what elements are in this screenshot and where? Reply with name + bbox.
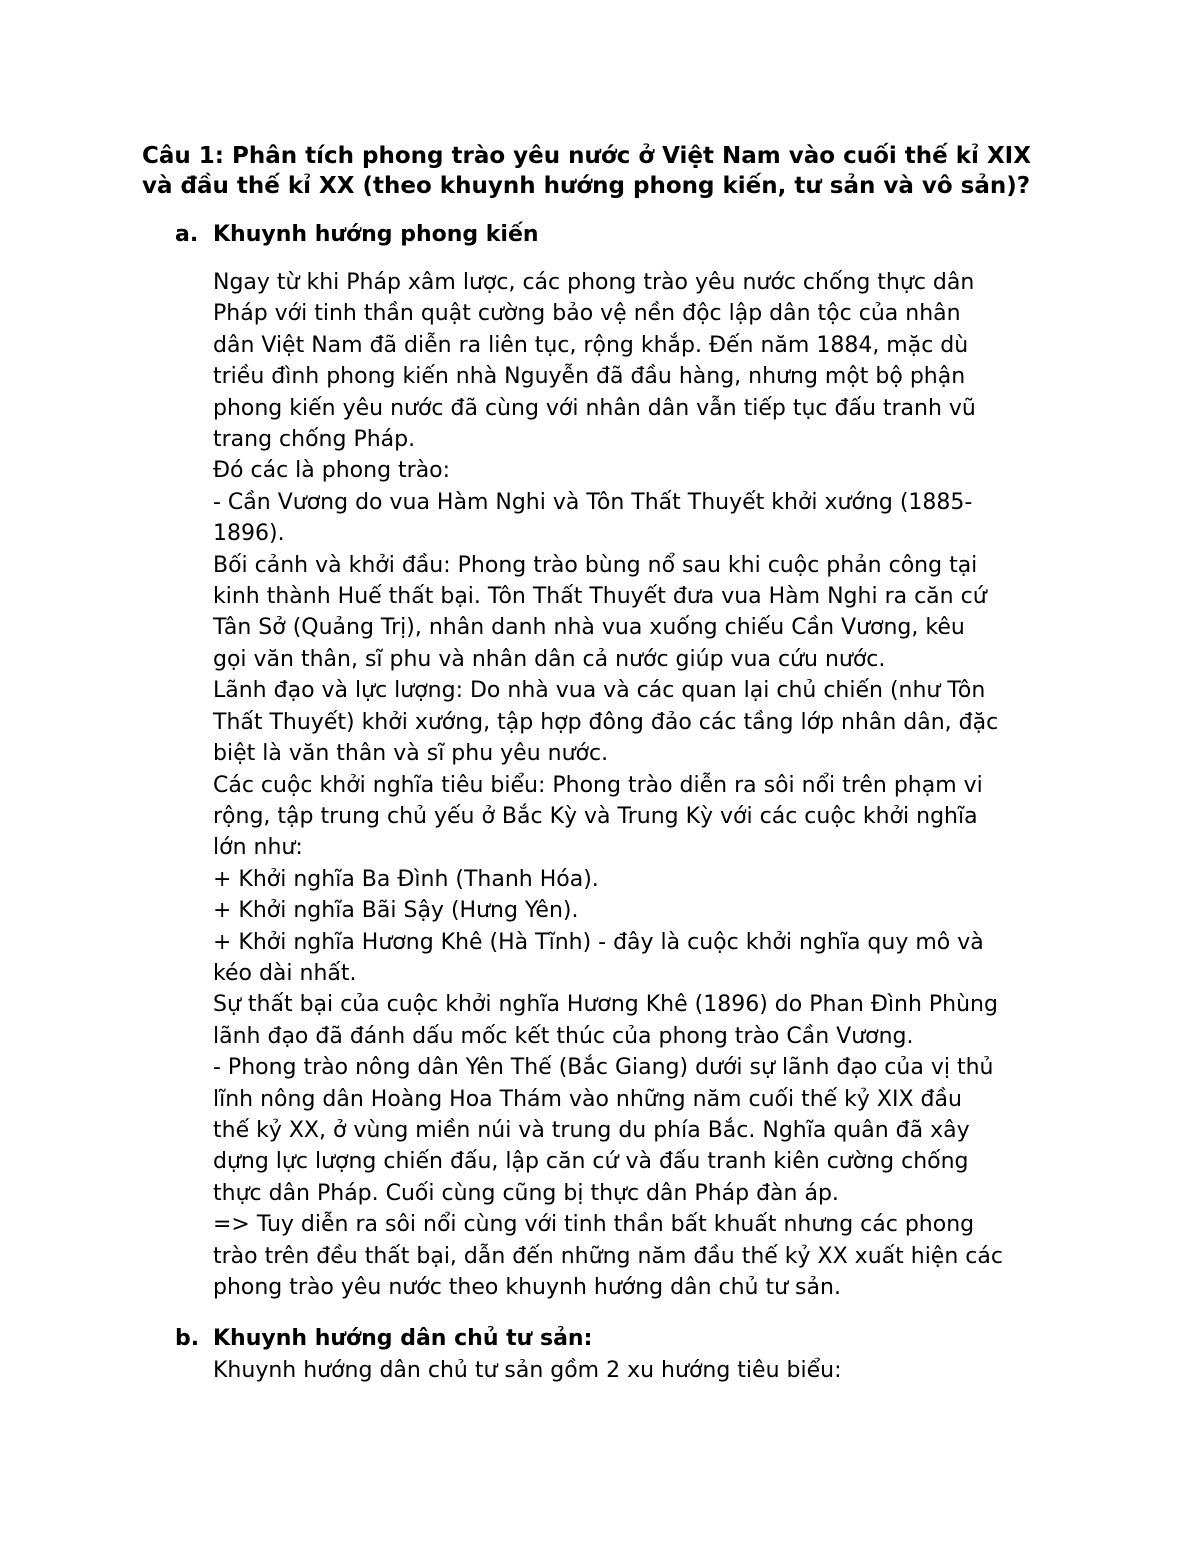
section-b-title: Khuynh hướng dân chủ tư sản: — [213, 1326, 593, 1351]
paragraph-line: Bối cảnh và khởi đầu: Phong trào bùng nổ sau khi cuộc phản công tại — [213, 552, 978, 578]
section-b-heading — [175, 1324, 592, 1354]
paragraph-line: dựng lực lượng chiến đấu, lập căn cứ và đấu tranh kiên cường chống — [213, 1149, 969, 1175]
section-a-marker: a. — [175, 222, 199, 247]
paragraph-line: + Khởi nghĩa Hương Khê (Hà Tĩnh) - đây là cuộc khởi nghĩa quy mô và — [213, 929, 984, 955]
section-b-body — [213, 1355, 1073, 1386]
paragraph-line: thế kỷ XX, ở vùng miền núi và trung du phía Bắc. Nghĩa quân đã xây — [213, 1117, 970, 1143]
paragraph-line: - Phong trào nông dân Yên Thế (Bắc Giang) dưới sự lãnh đạo của vị thủ — [213, 1055, 994, 1081]
paragraph-line: kinh thành Huế thất bại. Tôn Thất Thuyết đưa vua Hàm Nghi ra căn cứ — [213, 584, 987, 610]
paragraph-line: Tân Sở (Quảng Trị), nhân danh nhà vua xuống chiếu Cần Vương, kêu — [213, 615, 965, 641]
paragraph-line: kéo dài nhất. — [213, 960, 357, 986]
section-b-marker: b. — [175, 1326, 200, 1351]
question-title — [142, 141, 1072, 201]
paragraph-line: thực dân Pháp. Cuối cùng cũng bị thực dân Pháp đàn áp. — [213, 1180, 839, 1206]
section-a-body — [213, 267, 1073, 1303]
paragraph-line: triều đình phong kiến nhà Nguyễn đã đầu hàng, nhưng một bộ phận — [213, 364, 966, 390]
paragraph-line: - Cần Vương do vua Hàm Nghi và Tôn Thất Thuyết khởi xướng (1885- — [213, 489, 973, 515]
paragraph-line: lớn như: — [213, 835, 303, 861]
paragraph-line: dân Việt Nam đã diễn ra liên tục, rộng khắp. Đến năm 1884, mặc dù — [213, 332, 969, 358]
paragraph-line: Khuynh hướng dân chủ tư sản gồm 2 xu hướng tiêu biểu: — [213, 1358, 842, 1383]
paragraph-line: trào trên đều thất bại, dẫn đến những năm đầu thế kỷ XX xuất hiện các — [213, 1243, 1003, 1269]
paragraph-line: rộng, tập trung chủ yếu ở Bắc Kỳ và Trung Kỳ với các cuộc khởi nghĩa — [213, 803, 978, 829]
paragraph-line: phong kiến yêu nước đã cùng với nhân dân vẫn tiếp tục đấu tranh vũ — [213, 395, 976, 421]
paragraph-line: 1896). — [213, 521, 285, 547]
section-a-title: Khuynh hướng phong kiến — [213, 222, 539, 247]
paragraph-line: Lãnh đạo và lực lượng: Do nhà vua và các quan lại chủ chiến (như Tôn — [213, 678, 986, 704]
paragraph-line: Pháp với tinh thần quật cường bảo vệ nền độc lập dân tộc của nhân — [213, 301, 961, 327]
title-line: Câu 1: Phân tích phong trào yêu nước ở Việt Nam vào cuối thế kỉ XIX — [142, 143, 1031, 169]
paragraph-line: Ngay từ khi Pháp xâm lược, các phong trào yêu nước chống thực dân — [213, 270, 975, 295]
paragraph-line: + Khởi nghĩa Bãi Sậy (Hưng Yên). — [213, 898, 579, 924]
paragraph-line: + Khởi nghĩa Ba Đình (Thanh Hóa). — [213, 866, 599, 892]
paragraph-line: Các cuộc khởi nghĩa tiêu biểu: Phong trào diễn ra sôi nổi trên phạm vi — [213, 772, 983, 798]
paragraph-line: phong trào yêu nước theo khuynh hướng dân chủ tư sản. — [213, 1275, 841, 1300]
paragraph-line: trang chống Pháp. — [213, 427, 416, 453]
paragraph-line: lãnh đạo đã đánh dấu mốc kết thúc của phong trào Cần Vương. — [213, 1023, 914, 1049]
section-a-heading — [175, 220, 539, 250]
paragraph-line: lĩnh nông dân Hoàng Hoa Thám vào những năm cuối thế kỷ XIX đầu — [213, 1086, 962, 1112]
title-line: và đầu thế kỉ XX (theo khuynh hướng phong kiến, tư sản và vô sản)? — [142, 173, 1031, 199]
paragraph-line: Sự thất bại của cuộc khởi nghĩa Hương Khê (1896) do Phan Đình Phùng — [213, 992, 998, 1018]
paragraph-line: Thất Thuyết) khởi xướng, tập hợp đông đảo các tầng lớp nhân dân, đặc — [213, 709, 999, 735]
paragraph-line: gọi văn thân, sĩ phu và nhân dân cả nước giúp vua cứu nước. — [213, 646, 886, 672]
paragraph-line: => Tuy diễn ra sôi nổi cùng với tinh thần bất khuất nhưng các phong — [213, 1212, 975, 1238]
paragraph-line: biệt là văn thân và sĩ phu yêu nước. — [213, 741, 609, 767]
paragraph-line: Đó các là phong trào: — [213, 458, 451, 484]
